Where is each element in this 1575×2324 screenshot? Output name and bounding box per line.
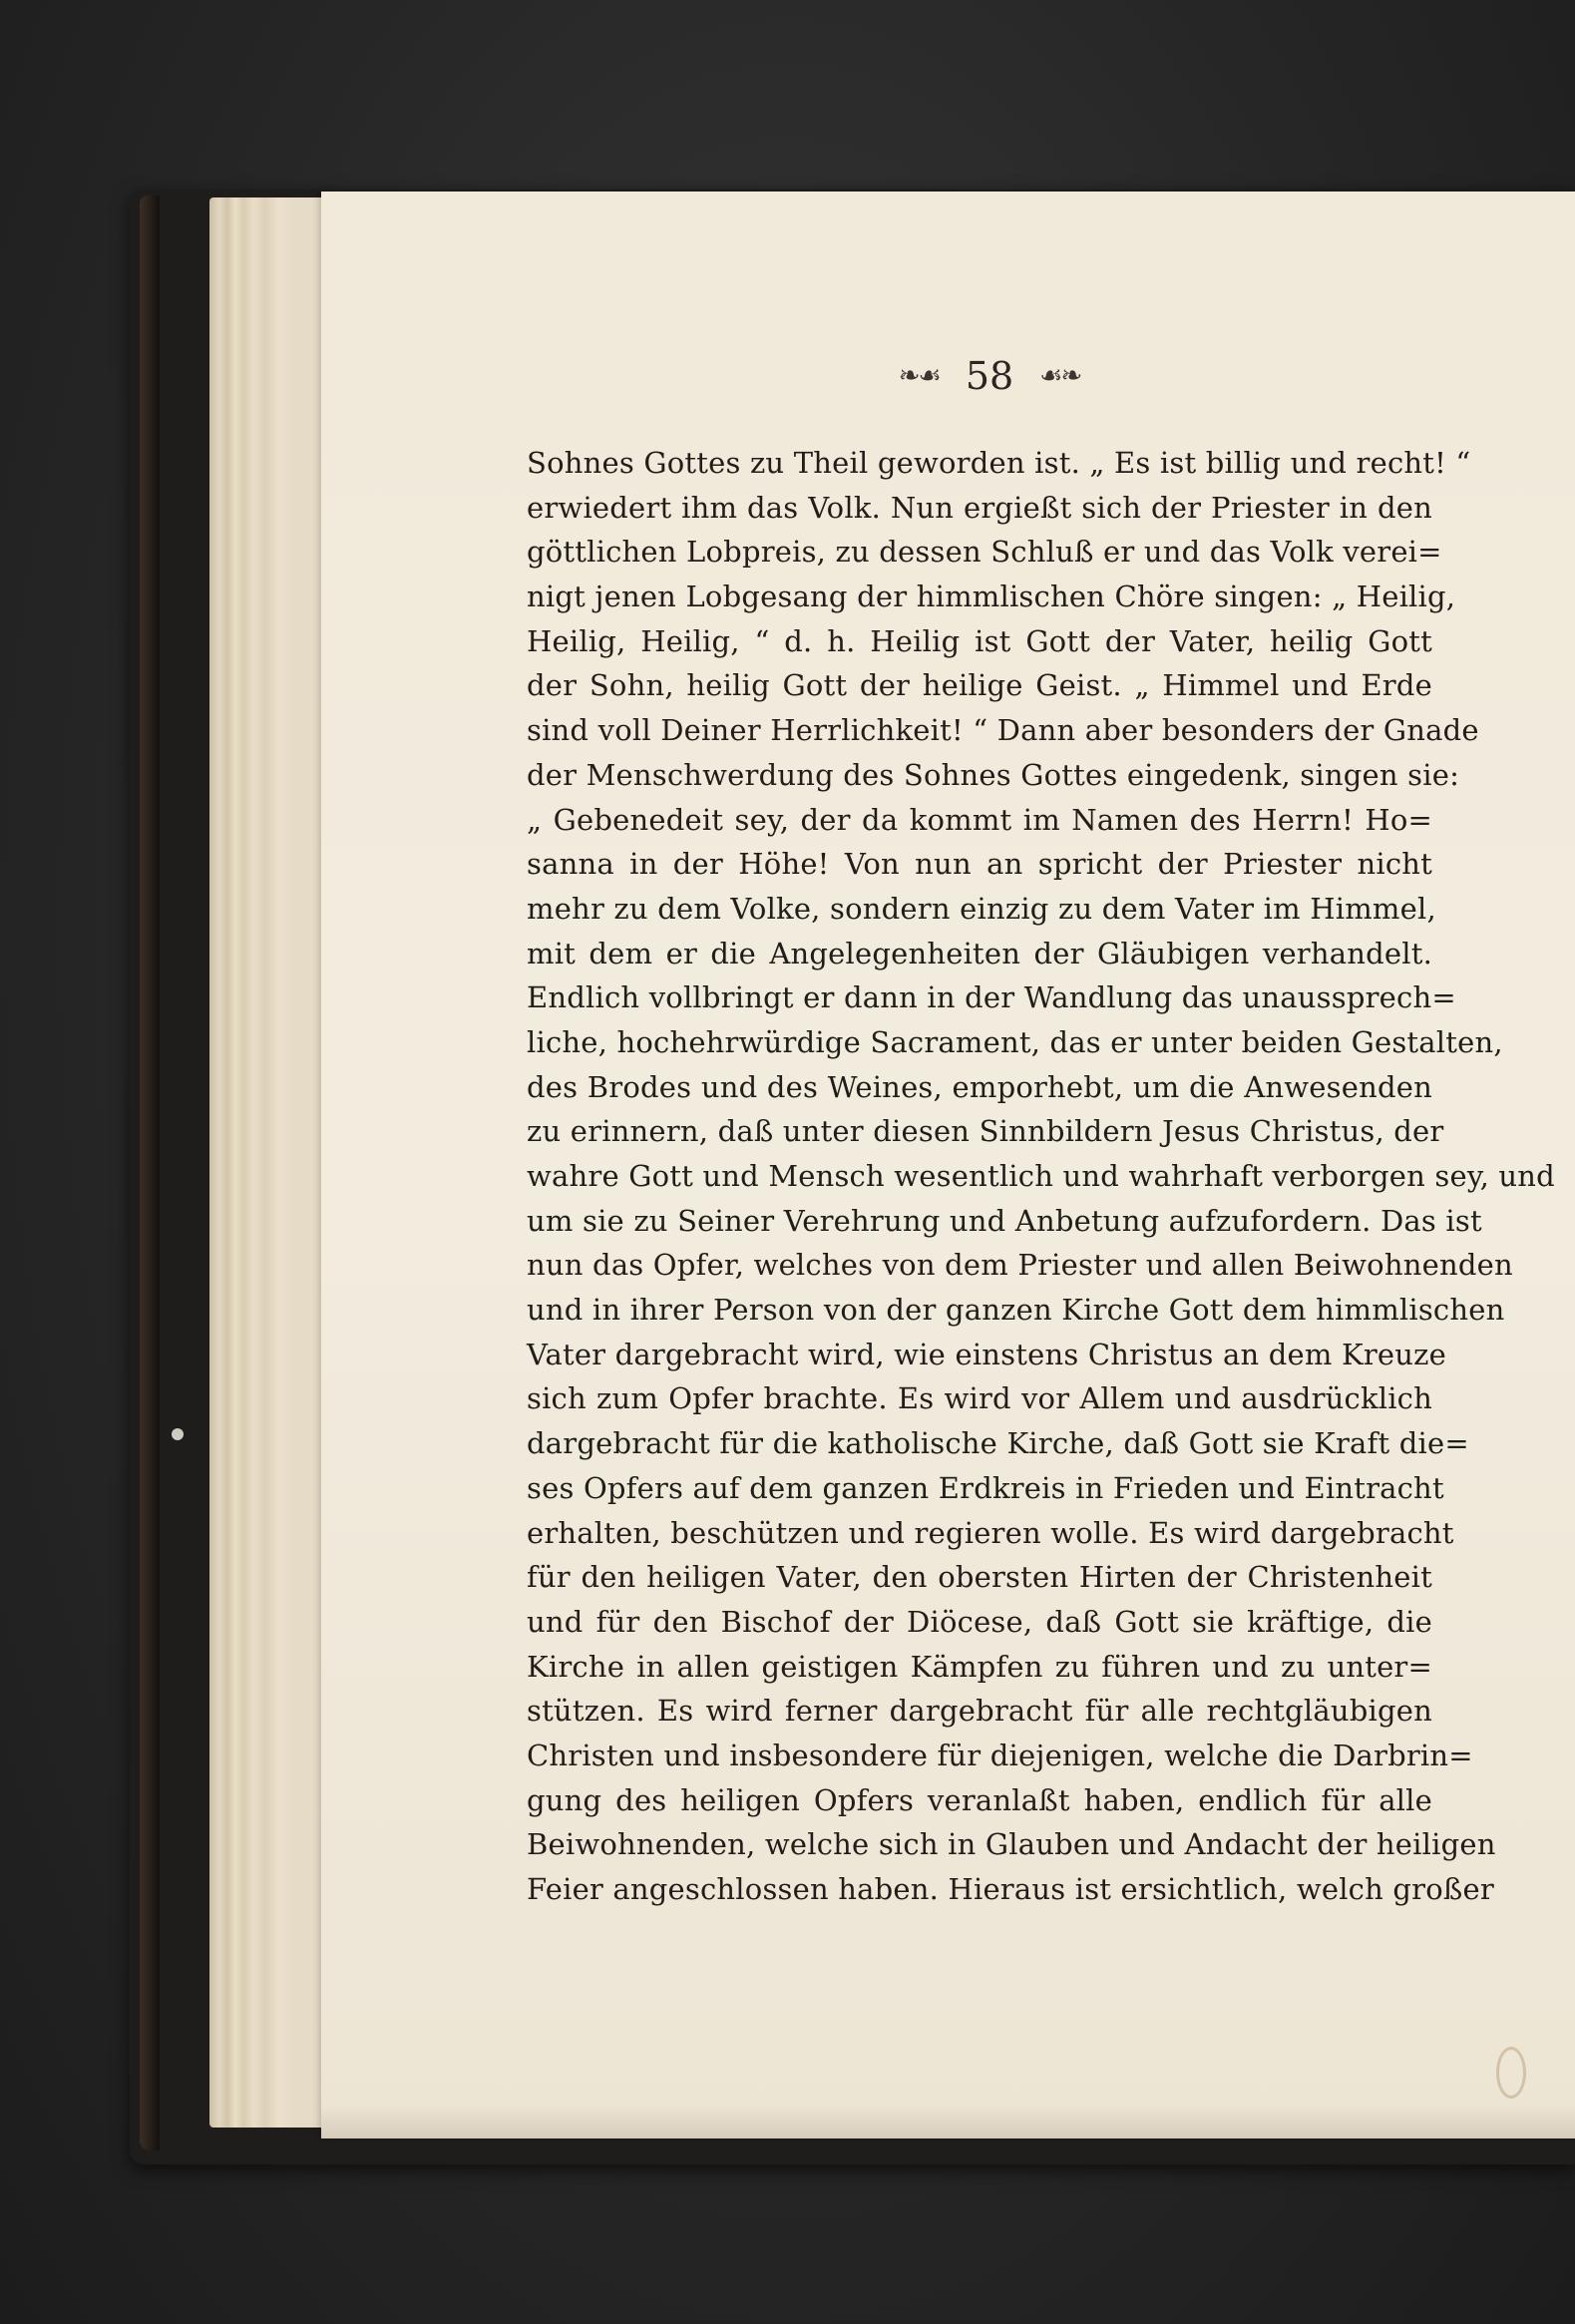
text-line: und in ihrer Person von der ganzen Kirche Gott dem himmlischen (527, 1293, 1505, 1328)
page-stain (1496, 2047, 1526, 2099)
text-line: erwiedert ihm das Volk. Nun ergießt sich der Priester in den (527, 490, 1432, 525)
cover-dot (172, 1428, 184, 1440)
page-number: 58 (965, 354, 1014, 398)
text-line: Kirche in allen geistigen Kämpfen zu führen und zu unter= (527, 1649, 1432, 1684)
text-line: Endlich vollbringt er dann in der Wandlung das unaussprech= (527, 980, 1456, 1015)
text-line: zu erinnern, daß unter diesen Sinnbildern Jesus Christus, der (527, 1114, 1444, 1149)
text-line: Sohnes Gottes zu Theil geworden ist. „ Es ist billig und recht! “ (527, 446, 1471, 480)
text-line: liche, hochehrwürdige Sacrament, das er unter beiden Gestalten, (527, 1024, 1503, 1059)
text-line: Christen und insbesondere für diejenigen, welche die Darbrin= (527, 1738, 1473, 1772)
text-line: „ Gebenedeit sey, der da kommt im Namen des Herrn! Ho= (527, 802, 1432, 837)
text-line: mit dem er die Angelegenheiten der Gläubigen verhandelt. (527, 936, 1432, 970)
text-line: sind voll Deiner Herrlichkeit! “ Dann aber besonders der Gnade (527, 713, 1479, 748)
text-line: göttlichen Lobpreis, zu dessen Schluß er und das Volk verei= (527, 535, 1442, 570)
text-line: mehr zu dem Volke, sondern einzig zu dem Vater im Himmel, (527, 891, 1436, 926)
text-line: und für den Bischof der Diöcese, daß Gott sie kräftige, die (527, 1604, 1432, 1639)
text-line: sich zum Opfer brachte. Es wird vor Allem und ausdrücklich (527, 1381, 1432, 1416)
text-line: erhalten, beschützen und regieren wolle. Es wird dargebracht (527, 1515, 1454, 1550)
text-line: ses Opfers auf dem ganzen Erdkreis in Frieden und Eintracht (527, 1470, 1444, 1505)
text-line: Vater dargebracht wird, wie einstens Christus an dem Kreuze (527, 1337, 1447, 1371)
text-line: für den heiligen Vater, den obersten Hirten der Christenheit (527, 1560, 1432, 1595)
text-line: nun das Opfer, welches von dem Priester und allen Beiwohnenden (527, 1248, 1513, 1283)
text-line: Beiwohnenden, welche sich in Glauben und Andacht der heiligen (527, 1827, 1496, 1862)
book-spine-edge (140, 195, 160, 2150)
text-line: dargebracht für die katholische Kirche, daß Gott sie Kraft die= (527, 1426, 1469, 1461)
text-line: Feier angeschlossen haben. Hieraus ist ersichtlich, welch großer (527, 1872, 1494, 1906)
page-bottom-shadow (321, 2105, 1575, 2138)
body-text (527, 441, 1555, 1912)
page-header (860, 351, 1119, 401)
text-line: wahre Gott und Mensch wesentlich und wahrhaft verborgen sey, und (527, 1159, 1555, 1193)
text-line: der Menschwerdung des Sohnes Gottes eingedenk, singen sie: (527, 757, 1460, 792)
text-line: des Brodes und des Weines, emporhebt, um die Anwesenden (527, 1069, 1432, 1104)
text-line: sanna in der Höhe! Von nun an spricht der Priester nicht (527, 847, 1432, 882)
text-line: nigt jenen Lobgesang der himmlischen Chöre singen: „ Heilig, (527, 580, 1456, 614)
text-line: um sie zu Seiner Verehrung und Anbetung aufzufordern. Das ist (527, 1203, 1482, 1238)
left-ornament-icon: ❧☙ (898, 361, 940, 391)
text-line: der Sohn, heilig Gott der heilige Geist. „ Himmel und Erde (527, 668, 1432, 703)
right-ornament-icon: ☙❧ (1039, 361, 1081, 391)
text-line: stützen. Es wird ferner dargebracht für alle rechtgläubigen (527, 1694, 1432, 1729)
text-line: Heilig, Heilig, “ d. h. Heilig ist Gott der Vater, heilig Gott (527, 623, 1432, 658)
text-line: gung des heiligen Opfers veranlaßt haben, endlich für alle (527, 1782, 1432, 1817)
